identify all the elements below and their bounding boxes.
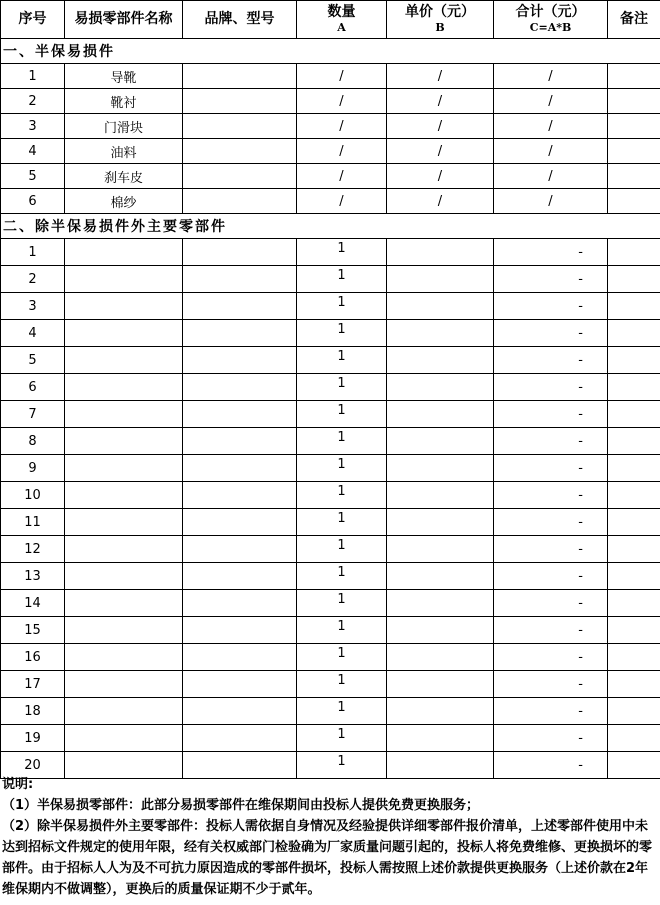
cell-brand (183, 617, 297, 644)
cell-brand (183, 590, 297, 617)
cell-remark (608, 139, 660, 164)
cell-price (387, 536, 494, 563)
cell-brand (183, 139, 297, 164)
cell-name (65, 563, 183, 590)
cell-seq: 17 (1, 671, 65, 698)
cell-qty: 1 (297, 239, 387, 266)
cell-qty: 1 (297, 590, 387, 617)
table-row (1, 293, 660, 320)
cell-remark (608, 644, 660, 671)
col-seq: 序号 (1, 1, 65, 39)
col-name: 易损零部件名称 (65, 1, 183, 39)
cell-remark (608, 617, 660, 644)
cell-remark (608, 455, 660, 482)
cell-name (65, 698, 183, 725)
cell-qty: 1 (297, 455, 387, 482)
cell-seq: 4 (1, 320, 65, 347)
cell-total: - (494, 698, 608, 725)
cell-total: / (494, 114, 608, 139)
cell-total: / (494, 189, 608, 214)
cell-qty: 1 (297, 617, 387, 644)
cell-price (387, 374, 494, 401)
table-row (1, 428, 660, 455)
cell-qty: 1 (297, 293, 387, 320)
cell-brand (183, 509, 297, 536)
cell-seq: 7 (1, 401, 65, 428)
cell-name (65, 644, 183, 671)
cell-total: - (494, 536, 608, 563)
cell-total: - (494, 752, 608, 779)
table-row (1, 536, 660, 563)
cell-price (387, 266, 494, 293)
cell-seq: 3 (1, 293, 65, 320)
table-row (1, 164, 660, 189)
cell-seq: 8 (1, 428, 65, 455)
col-brand: 品牌、型号 (183, 1, 297, 39)
cell-qty: 1 (297, 266, 387, 293)
cell-qty: / (297, 89, 387, 114)
cell-remark (608, 671, 660, 698)
cell-brand (183, 114, 297, 139)
cell-price: / (387, 139, 494, 164)
table-row (1, 114, 660, 139)
cell-brand (183, 266, 297, 293)
cell-price (387, 293, 494, 320)
cell-total: - (494, 482, 608, 509)
cell-seq: 13 (1, 563, 65, 590)
cell-brand (183, 293, 297, 320)
table-row (1, 189, 660, 214)
cell-qty: 1 (297, 671, 387, 698)
cell-total: - (494, 347, 608, 374)
cell-seq: 10 (1, 482, 65, 509)
table-row (1, 139, 660, 164)
table-row (1, 725, 660, 752)
cell-seq: 6 (1, 189, 65, 214)
cell-total: / (494, 139, 608, 164)
cell-remark (608, 536, 660, 563)
cell-seq: 4 (1, 139, 65, 164)
cell-remark (608, 374, 660, 401)
cell-qty: 1 (297, 347, 387, 374)
cell-remark (608, 590, 660, 617)
cell-price: / (387, 114, 494, 139)
cell-price (387, 590, 494, 617)
notes-title: 说明: (2, 777, 34, 792)
cell-total: / (494, 64, 608, 89)
cell-name (65, 590, 183, 617)
cell-price (387, 509, 494, 536)
col-price: 单价（元） B (387, 1, 494, 39)
cell-seq: 14 (1, 590, 65, 617)
cell-qty: / (297, 164, 387, 189)
cell-price (387, 563, 494, 590)
cell-seq: 11 (1, 509, 65, 536)
cell-brand (183, 725, 297, 752)
cell-seq: 15 (1, 617, 65, 644)
cell-qty: 1 (297, 374, 387, 401)
cell-seq: 20 (1, 752, 65, 779)
cell-brand (183, 64, 297, 89)
cell-total: - (494, 509, 608, 536)
table-row (1, 374, 660, 401)
cell-brand (183, 401, 297, 428)
cell-name: 门滑块 (65, 114, 183, 139)
cell-remark (608, 89, 660, 114)
cell-brand (183, 89, 297, 114)
cell-name (65, 725, 183, 752)
cell-remark (608, 114, 660, 139)
cell-total: - (494, 239, 608, 266)
header-row (1, 1, 660, 39)
cell-remark (608, 401, 660, 428)
cell-total: - (494, 671, 608, 698)
cell-seq: 6 (1, 374, 65, 401)
cell-price (387, 320, 494, 347)
cell-name: 棉纱 (65, 189, 183, 214)
cell-price (387, 347, 494, 374)
cell-name (65, 536, 183, 563)
col-remark: 备注 (608, 1, 660, 39)
cell-remark (608, 347, 660, 374)
cell-remark (608, 725, 660, 752)
table-row (1, 644, 660, 671)
cell-name: 靴衬 (65, 89, 183, 114)
cell-price: / (387, 164, 494, 189)
cell-qty: 1 (297, 752, 387, 779)
cell-name: 油料 (65, 139, 183, 164)
cell-brand (183, 320, 297, 347)
cell-brand (183, 239, 297, 266)
cell-total: - (494, 617, 608, 644)
cell-remark (608, 293, 660, 320)
cell-seq: 9 (1, 455, 65, 482)
section1-header: 一、半保易损件 (1, 39, 660, 64)
cell-name (65, 617, 183, 644)
cell-total: - (494, 293, 608, 320)
cell-name (65, 293, 183, 320)
cell-price (387, 644, 494, 671)
cell-name (65, 428, 183, 455)
cell-brand (183, 671, 297, 698)
cell-name (65, 482, 183, 509)
cell-seq: 18 (1, 698, 65, 725)
table-row (1, 401, 660, 428)
cell-total: / (494, 164, 608, 189)
cell-price (387, 671, 494, 698)
cell-remark (608, 239, 660, 266)
table-row (1, 482, 660, 509)
cell-qty: 1 (297, 482, 387, 509)
cell-name (65, 401, 183, 428)
cell-qty: / (297, 64, 387, 89)
cell-total: - (494, 428, 608, 455)
cell-brand (183, 698, 297, 725)
cell-seq: 16 (1, 644, 65, 671)
table-row (1, 320, 660, 347)
table-row (1, 347, 660, 374)
cell-name (65, 374, 183, 401)
table-row (1, 455, 660, 482)
cell-total: - (494, 266, 608, 293)
cell-total: - (494, 320, 608, 347)
cell-price (387, 482, 494, 509)
cell-remark (608, 428, 660, 455)
notes-item-1: （1）半保易损零部件：此部分易损零部件在维保期间由投标人提供免费更换服务； (2, 798, 480, 813)
cell-name (65, 509, 183, 536)
cell-name (65, 266, 183, 293)
cell-seq: 2 (1, 266, 65, 293)
cell-qty: 1 (297, 509, 387, 536)
cell-qty: / (297, 114, 387, 139)
cell-brand (183, 164, 297, 189)
cell-price: / (387, 64, 494, 89)
cell-brand (183, 455, 297, 482)
cell-seq: 5 (1, 347, 65, 374)
cell-price (387, 239, 494, 266)
cell-name (65, 671, 183, 698)
cell-name (65, 320, 183, 347)
table-row (1, 617, 660, 644)
cell-price (387, 428, 494, 455)
table-row (1, 698, 660, 725)
cell-price (387, 401, 494, 428)
cell-brand (183, 563, 297, 590)
cell-name: 导靴 (65, 64, 183, 89)
cell-remark (608, 189, 660, 214)
cell-qty: 1 (297, 725, 387, 752)
cell-name: 刹车皮 (65, 164, 183, 189)
cell-remark (608, 563, 660, 590)
cell-qty: / (297, 189, 387, 214)
cell-seq: 5 (1, 164, 65, 189)
cell-seq: 19 (1, 725, 65, 752)
col-qty: 数量 A (297, 1, 387, 39)
cell-seq: 2 (1, 89, 65, 114)
cell-price: / (387, 89, 494, 114)
table-row (1, 64, 660, 89)
cell-brand (183, 482, 297, 509)
cell-brand (183, 189, 297, 214)
cell-brand (183, 536, 297, 563)
cell-qty: 1 (297, 563, 387, 590)
cell-brand (183, 428, 297, 455)
table-row (1, 89, 660, 114)
cell-remark (608, 509, 660, 536)
cell-remark (608, 266, 660, 293)
table-row (1, 590, 660, 617)
cell-total: / (494, 89, 608, 114)
cell-total: - (494, 644, 608, 671)
cell-name (65, 347, 183, 374)
cell-qty: 1 (297, 320, 387, 347)
cell-total: - (494, 590, 608, 617)
cell-price (387, 455, 494, 482)
table-row (1, 266, 660, 293)
cell-brand (183, 374, 297, 401)
cell-qty: 1 (297, 698, 387, 725)
cell-seq: 12 (1, 536, 65, 563)
cell-qty: / (297, 139, 387, 164)
cell-qty: 1 (297, 401, 387, 428)
cell-remark (608, 482, 660, 509)
notes-item-2: （2）除半保易损件外主要零部件：投标人需依据自身情况及经验提供详细零部件报价清单，上述零部件使用中未达到招标文件规定的使用年限，经有关权威部门检验确为厂家质量问题引起的，投标人将免费维修、更换损坏的零部件。由于招标人人为及不可抗力原因造成的零部件损坏，投标人需按照上述价款提供更换服务（上述价款在2年维保期内不做调整），更换后的质量保证期不少于贰年。 (2, 819, 653, 897)
table-row (1, 671, 660, 698)
section2-header: 二、除半保易损件外主要零部件 (1, 214, 660, 239)
cell-price: / (387, 189, 494, 214)
cell-total: - (494, 374, 608, 401)
cell-remark (608, 64, 660, 89)
cell-price (387, 698, 494, 725)
table-row (1, 509, 660, 536)
cell-brand (183, 644, 297, 671)
table-row (1, 239, 660, 266)
col-total: 合计（元） C=A*B (494, 1, 608, 39)
cell-qty: 1 (297, 428, 387, 455)
cell-remark (608, 698, 660, 725)
cell-qty: 1 (297, 644, 387, 671)
cell-total: - (494, 563, 608, 590)
cell-remark (608, 164, 660, 189)
cell-price (387, 725, 494, 752)
table-row (1, 563, 660, 590)
notes (2, 774, 658, 900)
cell-seq: 1 (1, 64, 65, 89)
cell-total: - (494, 725, 608, 752)
cell-name (65, 239, 183, 266)
cell-price (387, 617, 494, 644)
cell-remark (608, 320, 660, 347)
cell-seq: 1 (1, 239, 65, 266)
cell-seq: 3 (1, 114, 65, 139)
cell-total: - (494, 455, 608, 482)
cell-name (65, 455, 183, 482)
cell-brand (183, 347, 297, 374)
cell-qty: 1 (297, 536, 387, 563)
cell-total: - (494, 401, 608, 428)
